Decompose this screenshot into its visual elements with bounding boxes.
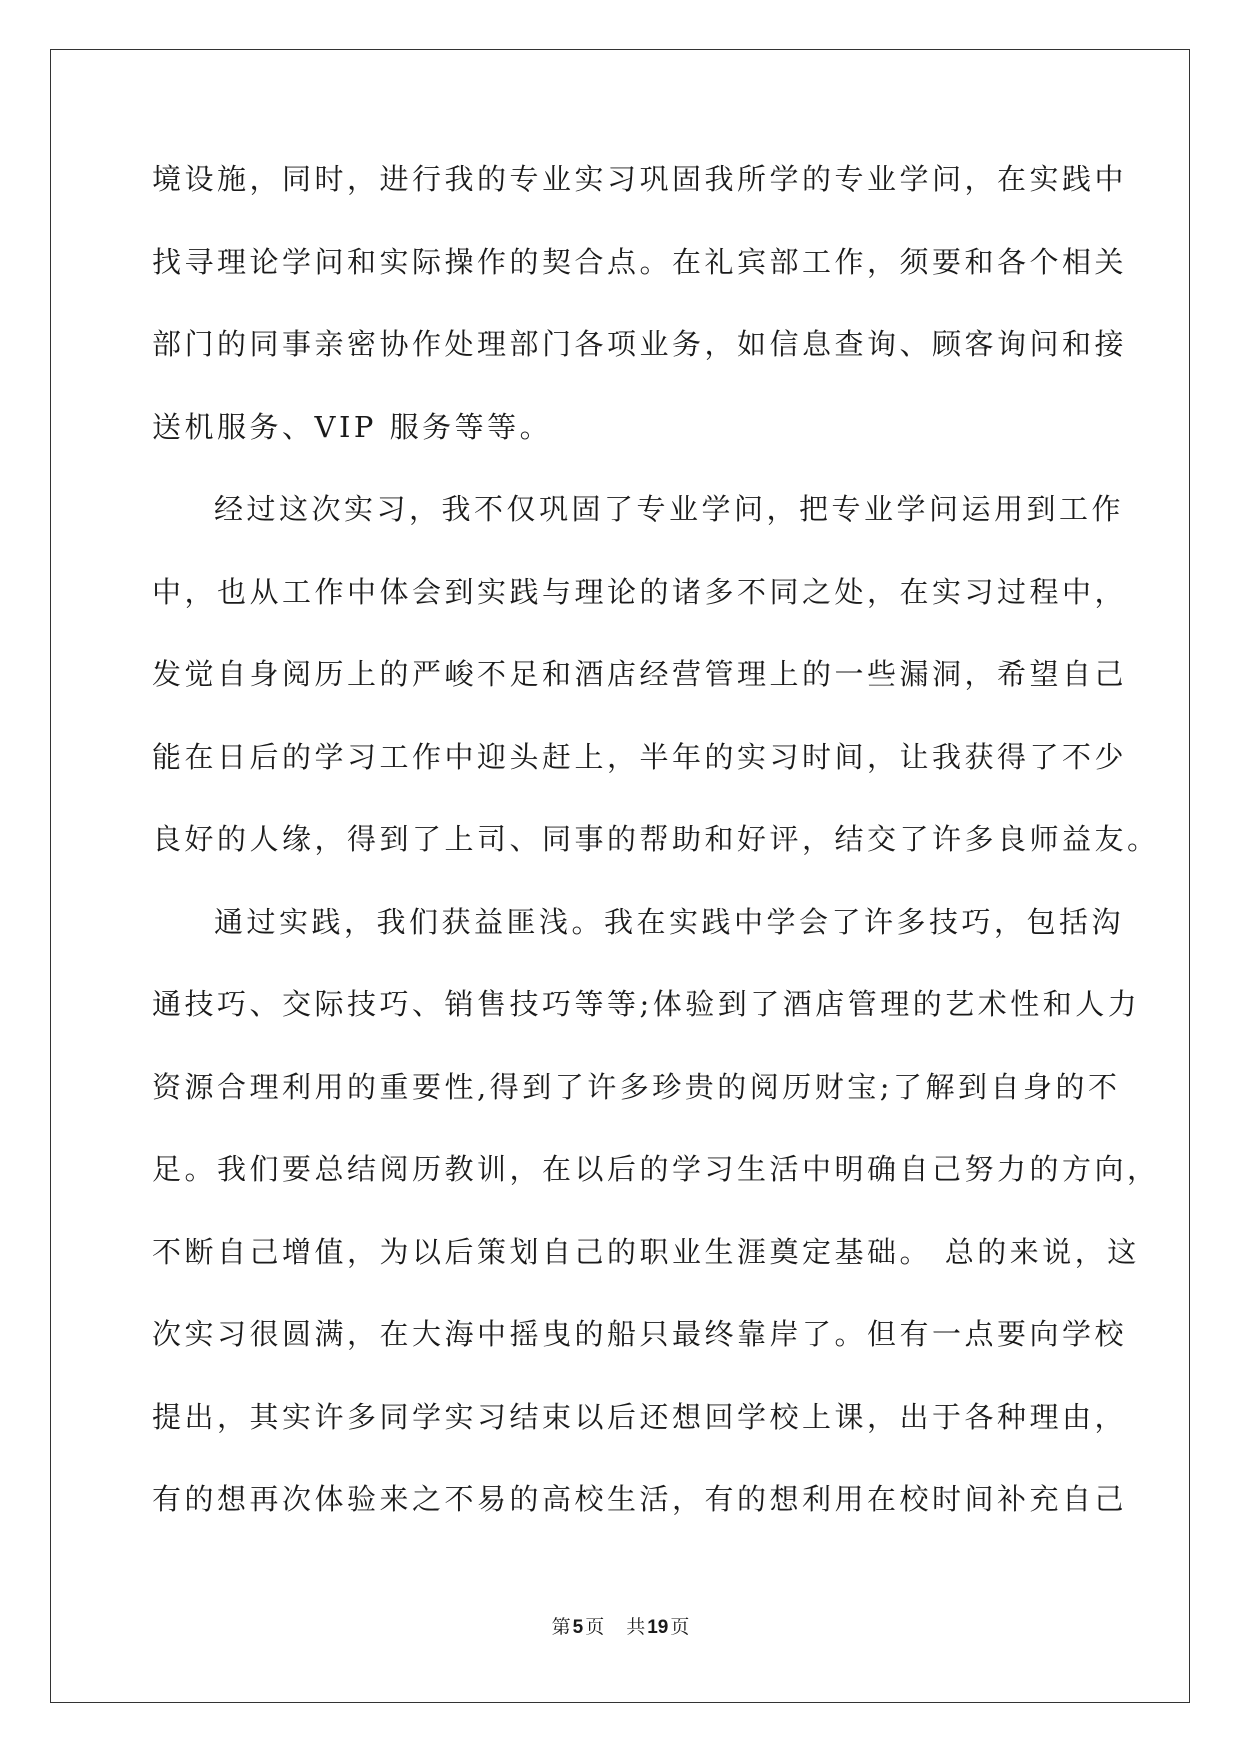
text-line-8: 能在日后的学习工作中迎头赶上，半年的实习时间，让我获得了不少 <box>152 739 1128 774</box>
total-prefix: 共 <box>626 1616 646 1638</box>
text-line-5: 经过这次实习，我不仅巩固了专业学问，把专业学问运用到工作 <box>214 492 1125 526</box>
text-line-9: 良好的人缘，得到了上司、同事的帮助和好评，结交了许多良师益友。 <box>152 822 1160 856</box>
text-line-6: 中，也从工作中体会到实践与理论的诸多不同之处，在实习过程中， <box>152 574 1128 609</box>
text-line-12: 资源合理利用的重要性,得到了许多珍贵的阅历财宝;了解到自身的不 <box>152 1069 1121 1104</box>
text-line-2: 找寻理论学问和实际操作的契合点。在礼宾部工作，须要和各个相关 <box>152 244 1128 279</box>
text-line-1: 境设施，同时，进行我的专业实习巩固我所学的专业学问，在实践中 <box>152 162 1128 196</box>
text-line-17: 有的想再次体验来之不易的高校生活，有的想利用在校时间补充自己 <box>152 1482 1128 1516</box>
text-line-16: 提出，其实许多同学实习结束以后还想回学校上课，出于各种理由， <box>152 1399 1128 1434</box>
page-footer <box>0 1612 1241 1639</box>
page-number: 5 <box>572 1617 584 1638</box>
page-prefix: 第 <box>551 1616 571 1638</box>
text-line-7: 发觉自身阅历上的严峻不足和酒店经营管理上的一些漏洞，希望自己 <box>152 657 1128 691</box>
text-line-4: 送机服务、VIP 服务等等。 <box>152 409 553 444</box>
text-line-3: 部门的同事亲密协作处理部门各项业务，如信息查询、顾客询问和接 <box>152 327 1128 361</box>
total-pages: 19 <box>647 1617 669 1638</box>
body-text <box>152 160 1160 1563</box>
text-line-10: 通过实践，我们获益匪浅。我在实践中学会了许多技巧，包括沟 <box>214 904 1125 939</box>
text-line-11: 通技巧、交际技巧、销售技巧等等;体验到了酒店管理的艺术性和人力 <box>152 987 1141 1021</box>
total-suffix: 页 <box>670 1616 690 1638</box>
text-line-14: 不断自己增值，为以后策划自己的职业生涯奠定基础。 总的来说，这 <box>152 1234 1140 1269</box>
page-suffix: 页 <box>585 1616 605 1638</box>
text-line-15: 次实习很圆满，在大海中摇曳的船只最终靠岸了。但有一点要向学校 <box>152 1317 1128 1351</box>
text-line-13: 足。我们要总结阅历教训，在以后的学习生活中明确自己努力的方向， <box>152 1152 1160 1186</box>
